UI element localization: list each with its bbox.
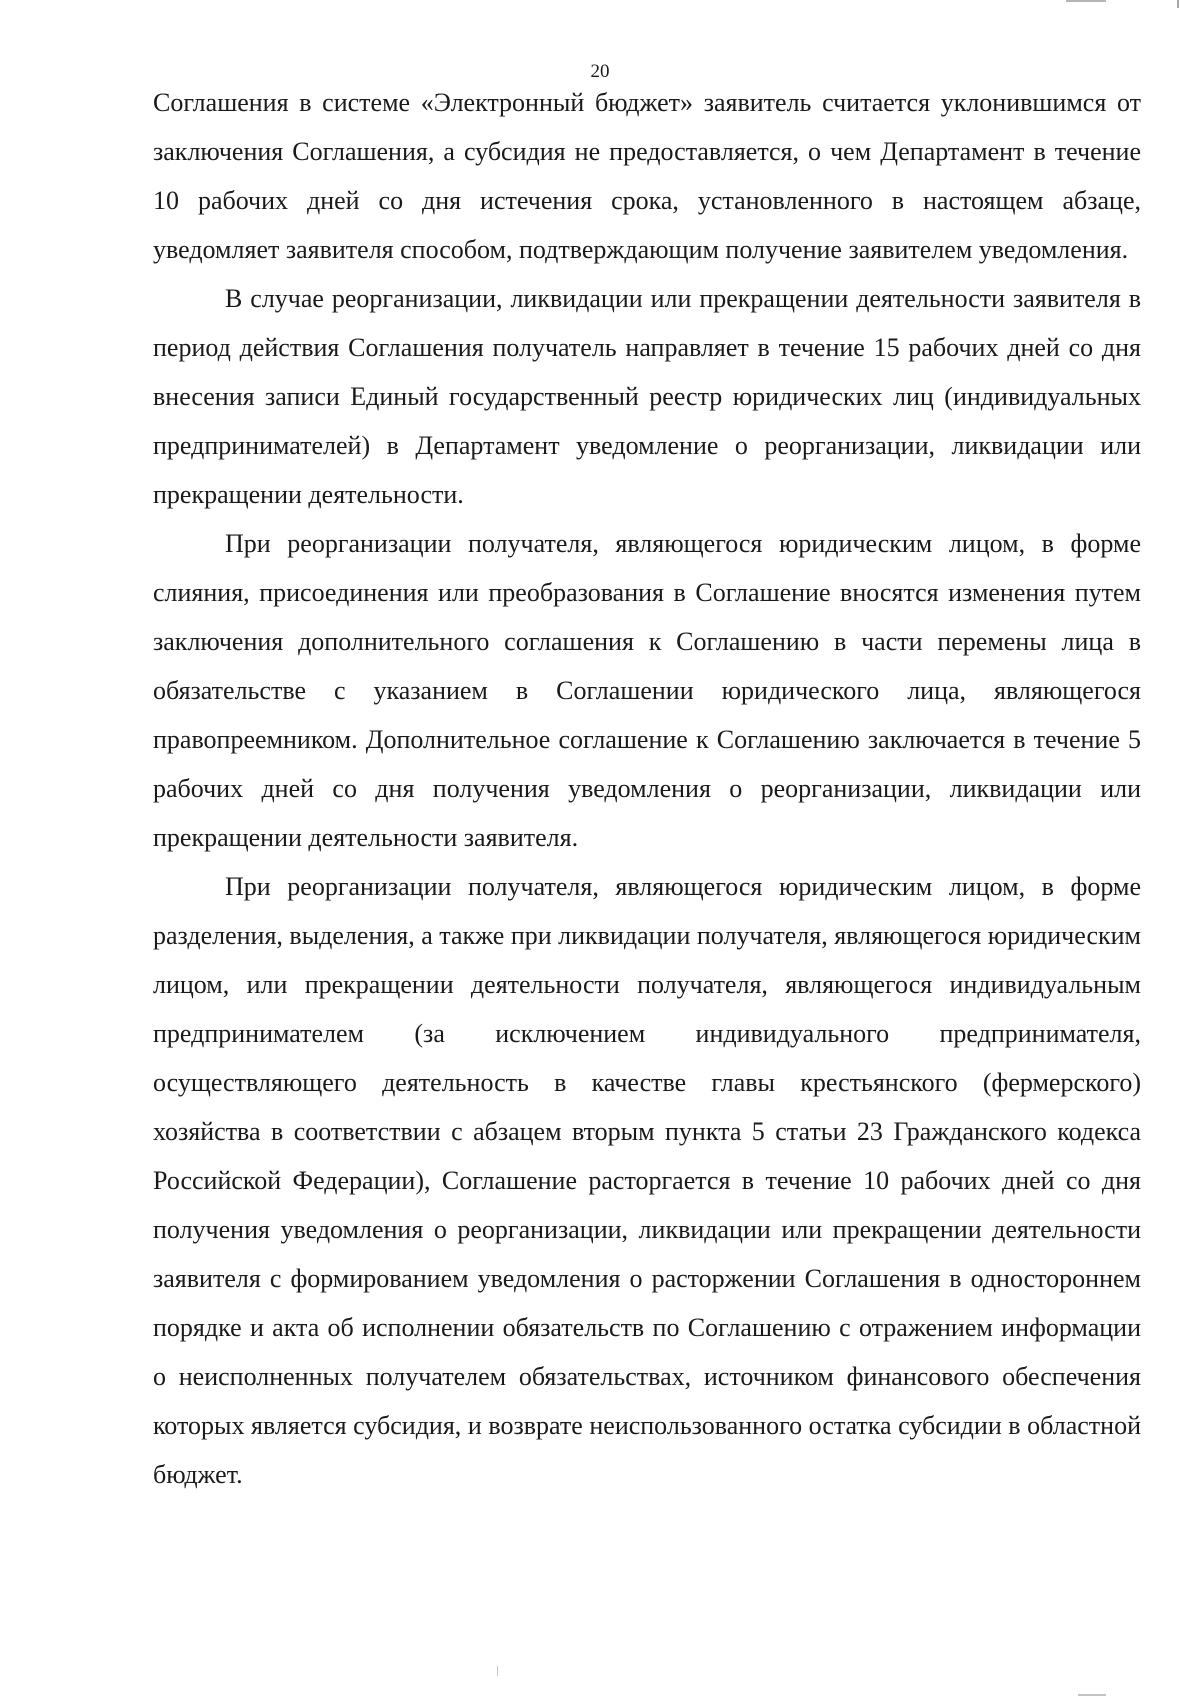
scan-edge-mark: [1066, 0, 1106, 2]
paragraph-merger-amendment: При реорганизации получателя, являющегося юридическим лицом, в форме слияния, присоединения или преобразования в Соглашение вносятся изменения путем заключения дополнительного соглашения к Соглашению в части перемены лица в обязательстве с указанием в Соглашении юридического лица, являющегося правопреемником. Дополнительное соглашение к Соглашению заключается в течение 5 рабочих дней со дня получения уведомления о реорганизации, ликвидации или прекращении деятельности заявителя.: [153, 529, 1141, 852]
paragraph-reorganization-notice: В случае реорганизации, ликвидации или прекращении деятельности заявителя в период действия Соглашения получатель направляет в течение 15 рабочих дней со дня внесения записи Единый государственный реестр юридических лиц (индивидуальных предпринимателей) в Департамент уведомление о реорганизации, ликвидации или прекращении деятельности.: [153, 284, 1141, 509]
document-body: [153, 78, 1141, 1499]
scan-edge-mark: [1078, 1694, 1106, 1696]
page-number: 20: [590, 61, 610, 82]
scan-edge-mark: [497, 1666, 498, 1676]
scan-edge-mark: [1177, 0, 1179, 8]
paragraph-continuation: Соглашения в системе «Электронный бюджет» заявитель считается уклонившимся от заключения Соглашения, а субсидия не предоставляется, о чем Департамент в течение 10 рабочих дней со дня истечения срока, установленного в настоящем абзаце, уведомляет заявителя способом, подтверждающим получение заявителем уведомления.: [153, 88, 1141, 264]
paragraph-termination: При реорганизации получателя, являющегося юридическим лицом, в форме разделения, выделения, а также при ликвидации получателя, являющегося юридическим лицом, или прекращении деятельности получателя, являющегося индивидуальным предпринимателем (за исключением индивидуального предпринимателя, осуществляющего деятельность в качестве главы крестьянского (фермерского) хозяйства в соответствии с абзацем вторым пункта 5 статьи 23 Гражданского кодекса Российской Федерации), Соглашение расторгается в течение 10 рабочих дней со дня получения уведомления о реорганизации, ликвидации или прекращении деятельности заявителя с формированием уведомления о расторжении Соглашения в одностороннем порядке и акта об исполнении обязательств по Соглашению с отражением информации о неисполненных получателем обязательствах, источником финансового обеспечения которых является субсидия, и возврате неиспользованного остатка субсидии в областной бюджет.: [153, 872, 1141, 1489]
